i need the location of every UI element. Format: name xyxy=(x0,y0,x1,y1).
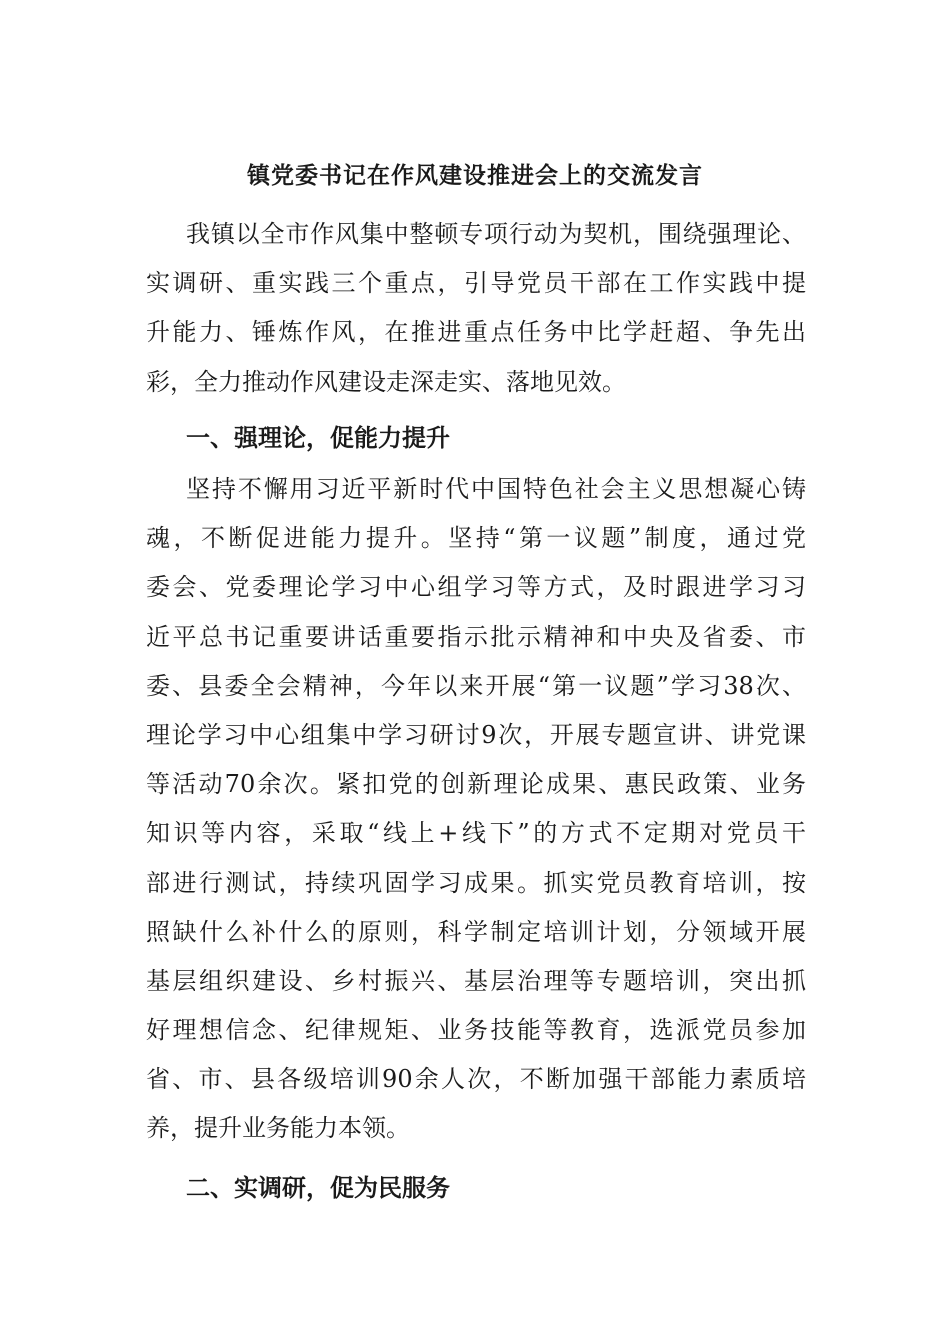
section1-line-1: 坚持不懈用习近平新时代中国特色社会主义思想凝心铸 xyxy=(186,475,806,503)
section1-line-10: 照缺什么补什么的原则，科学制定培训计划，分领域开展 xyxy=(146,917,806,946)
section1-line-13: 省、市、县各级培训90余人次，不断加强干部能力素质培 xyxy=(146,1065,806,1094)
section1-line-12: 好理想信念、纪律规矩、业务技能等教育，选派党员参加 xyxy=(146,1016,806,1045)
section1-line-3: 委会、党委理论学习中心组学习等方式，及时跟进学习习 xyxy=(146,573,806,602)
section1-heading-block xyxy=(146,413,806,462)
section2-heading-block xyxy=(146,1163,806,1212)
intro-line-1: 我镇以全市作风集中整顿专项行动为契机，围绕强理论、 xyxy=(186,220,806,248)
section1-line-7: 等活动70余次。紧扣党的创新理论成果、惠民政策、业务 xyxy=(146,770,806,799)
section1-heading: 一、强理论，促能力提升 xyxy=(186,423,450,452)
section1-line-5: 委、县委全会精神，今年以来开展“第一议题”学习38次、 xyxy=(146,671,806,700)
section1-line-9: 部进行测试，持续巩固学习成果。抓实党员教育培训，按 xyxy=(146,868,806,897)
document-title: 镇党委书记在作风建设推进会上的交流发言 xyxy=(247,162,703,189)
section1-line-2: 魂，不断促进能力提升。坚持“第一议题”制度，通过党 xyxy=(146,524,806,553)
intro-line-2: 实调研、重实践三个重点，引导党员干部在工作实践中提 xyxy=(146,269,806,298)
section1-line-11: 基层组织建设、乡村振兴、基层治理等专题培训，突出抓 xyxy=(146,966,806,995)
section1-paragraph xyxy=(146,465,806,1154)
section1-line-6: 理论学习中心组集中学习研讨9次，开展专题宣讲、讲党课 xyxy=(146,720,806,749)
section1-line-4: 近平总书记重要讲话重要指示批示精神和中央及省委、市 xyxy=(146,622,806,651)
intro-line-3: 升能力、锤炼作风，在推进重点任务中比学赶超、争先出 xyxy=(146,318,806,347)
intro-paragraph xyxy=(146,210,806,407)
intro-line-4: 彩，全力推动作风建设走深走实、落地见效。 xyxy=(146,367,626,396)
section1-line-8: 知识等内容，采取“线上+线下”的方式不定期对党员干 xyxy=(146,819,806,848)
section1-line-14: 养，提升业务能力本领。 xyxy=(146,1114,410,1143)
section2-heading: 二、实调研，促为民服务 xyxy=(186,1173,450,1202)
